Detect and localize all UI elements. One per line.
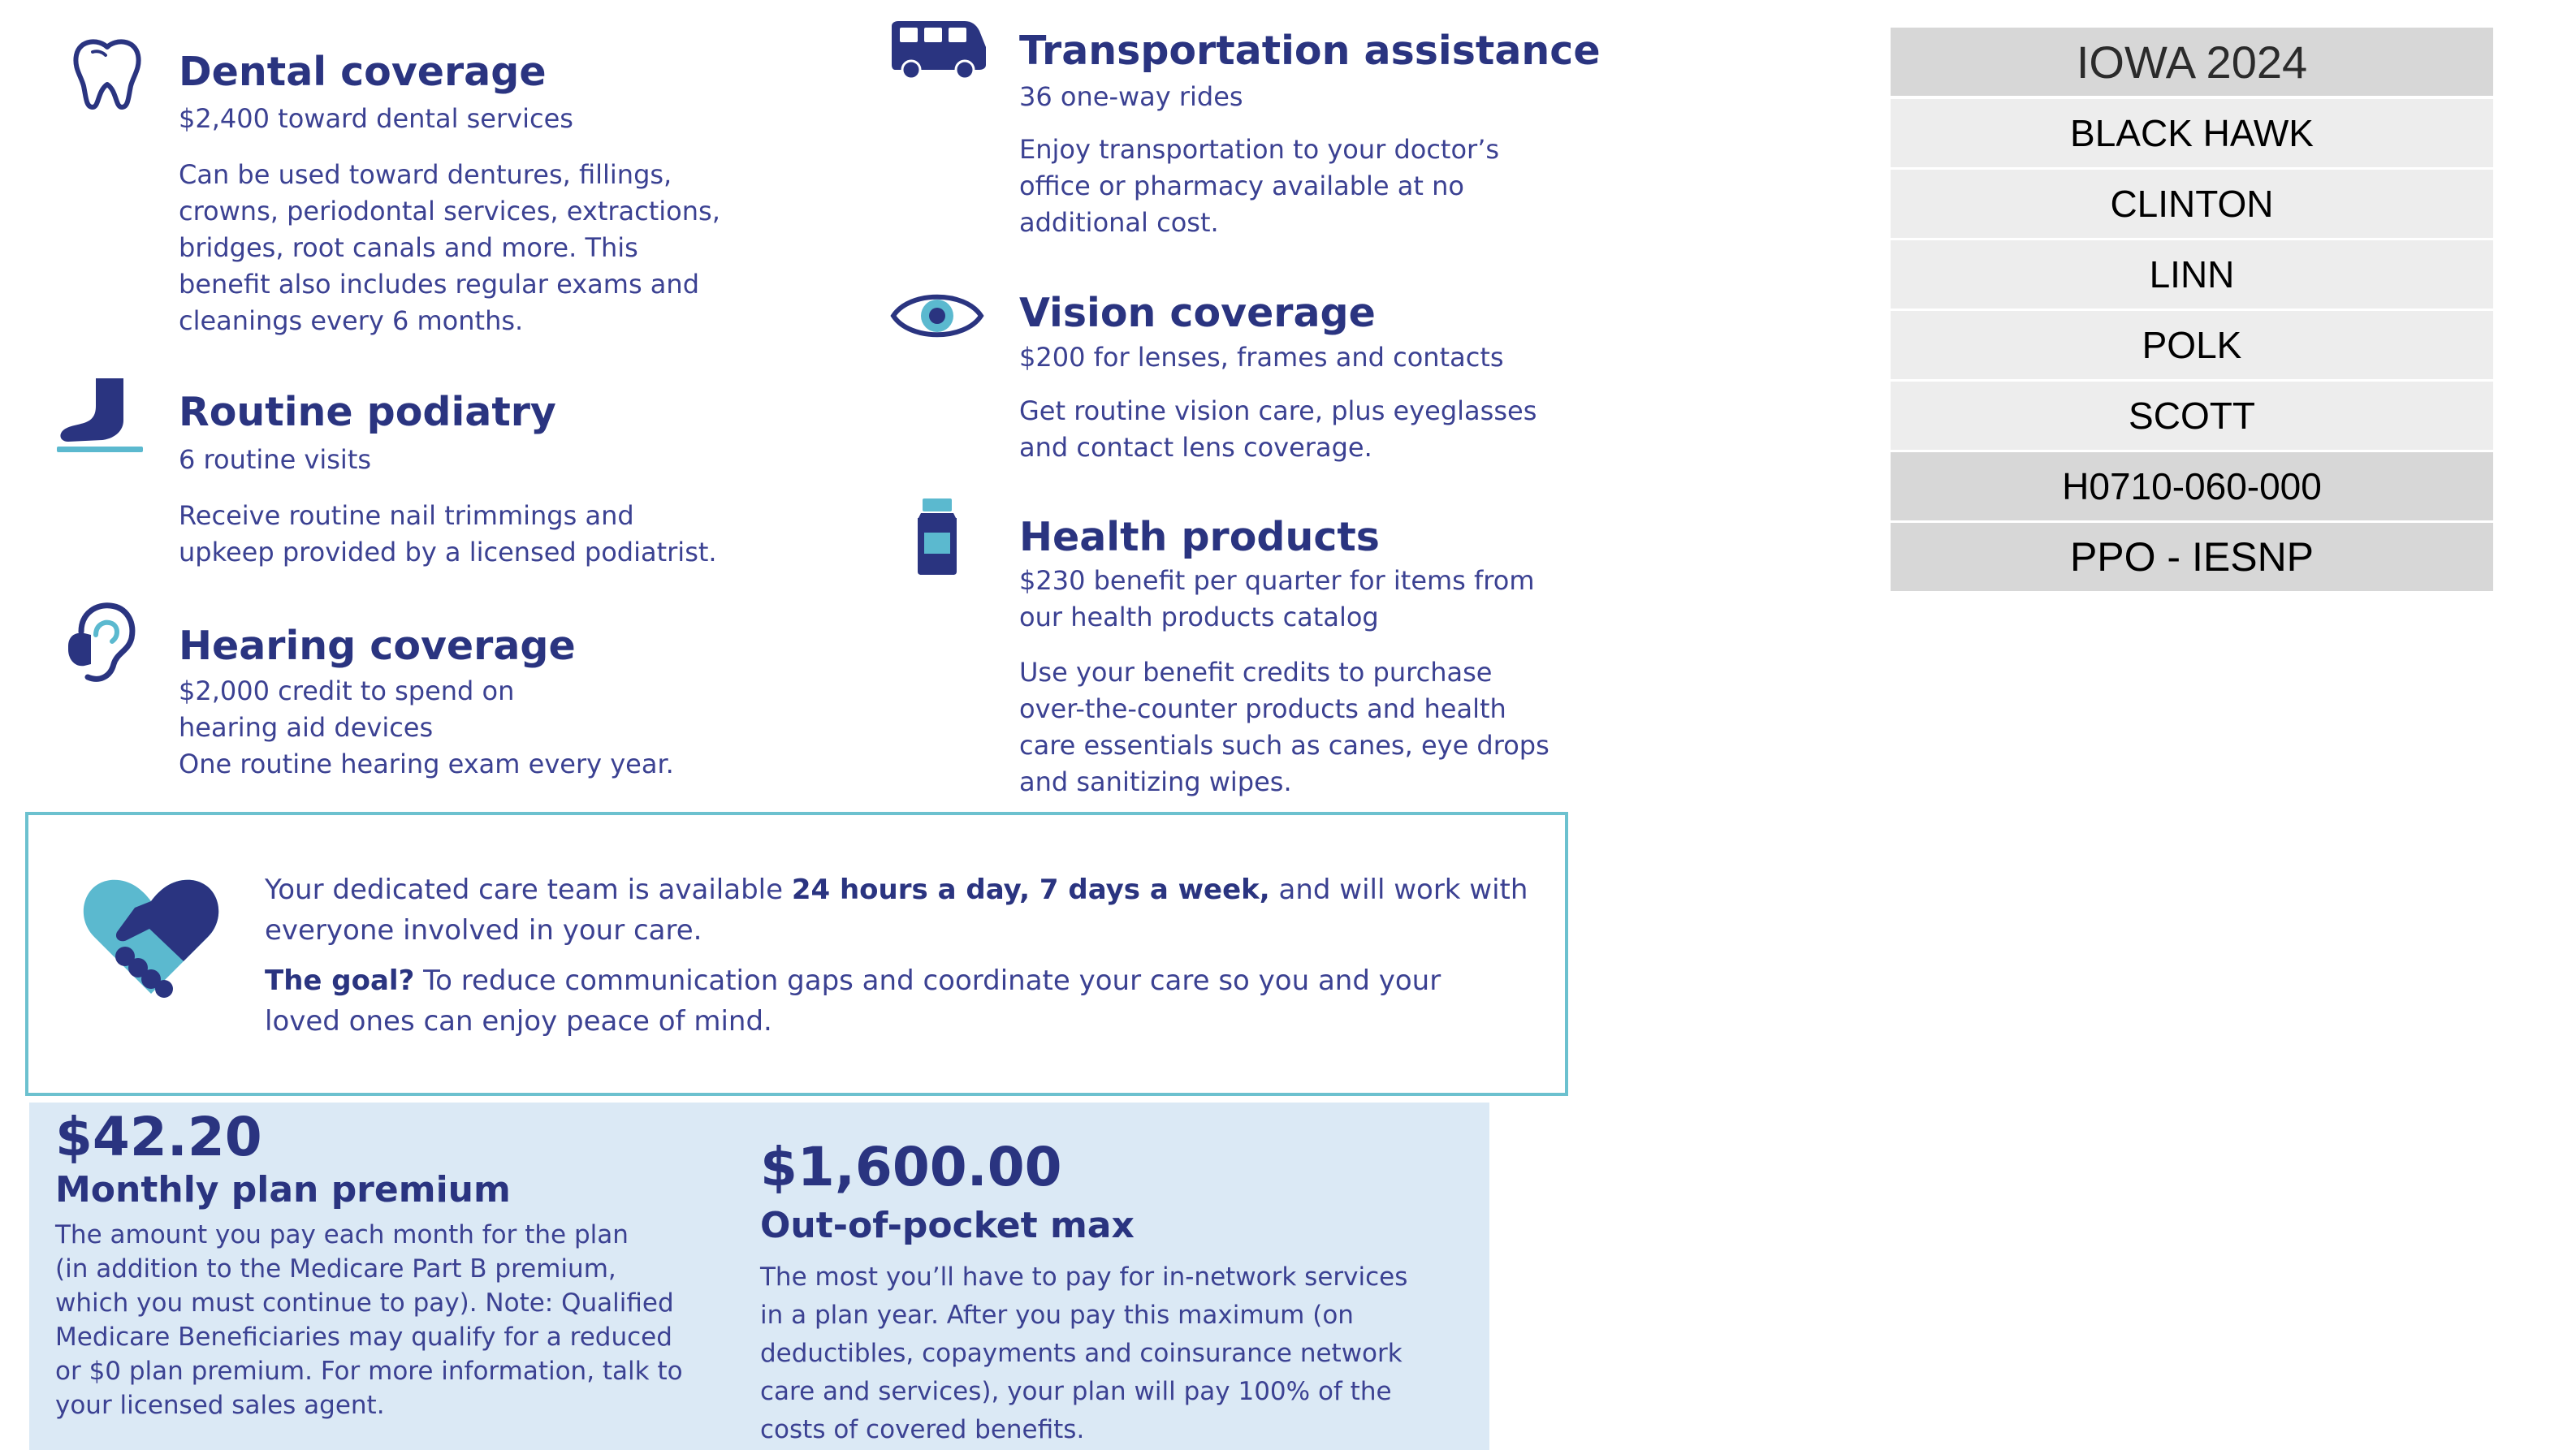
hearing-title: Hearing coverage	[179, 623, 576, 669]
eye-icon	[890, 284, 984, 347]
transportation-description-line: office or pharmacy available at no	[1019, 170, 1464, 201]
plan-table-header: IOWA 2024	[1891, 28, 2493, 96]
care-team-text-part: and will work with	[1269, 874, 1528, 906]
oop-amount: $1,600.00	[760, 1136, 1062, 1198]
health-products-description-line: and sanitizing wipes.	[1019, 766, 1292, 797]
premium-description	[55, 1218, 683, 1422]
vision-description-line: and contact lens coverage.	[1019, 432, 1372, 463]
care-team-line	[265, 870, 1528, 910]
dental-description-line: benefit also includes regular exams and	[179, 269, 699, 300]
premium-description-line: which you must continue to pay). Note: Qualified	[55, 1288, 674, 1318]
county-cell: POLK	[1891, 311, 2493, 379]
transportation-subtitle	[1019, 81, 1243, 112]
care-team-text-part: Your dedicated care team is available	[265, 874, 792, 906]
dental-description-line: cleanings every 6 months.	[179, 305, 524, 336]
plan-id-cell: H0710-060-000	[1891, 452, 2493, 520]
ear-icon	[63, 599, 138, 687]
dental-description-line: crowns, periodontal services, extractions,	[179, 196, 720, 227]
podiatry-description-line: upkeep provided by a licensed podiatrist.	[179, 537, 717, 567]
hearing-details	[179, 673, 674, 783]
hearing-details-line: One routine hearing exam every year.	[179, 749, 674, 779]
tooth-icon	[68, 34, 146, 112]
premium-amount: $42.20	[55, 1106, 262, 1168]
oop-description-line: in a plan year. After you pay this maximum (on	[760, 1301, 1354, 1330]
oop-description	[760, 1258, 1407, 1449]
podiatry-title: Routine podiatry	[179, 389, 556, 435]
dental-subtitle	[179, 103, 573, 134]
heart-handshake-icon	[78, 872, 224, 1002]
premium-title: Monthly plan premium	[55, 1169, 511, 1210]
premium-description-line: The amount you pay each month for the plan	[55, 1220, 629, 1249]
health-products-description	[1019, 654, 1549, 801]
county-cell: SCOTT	[1891, 382, 2493, 450]
hearing-details-line: $2,000 credit to spend on	[179, 675, 515, 706]
care-team-goal-label: The goal?	[265, 965, 415, 997]
health-products-description-line: care essentials such as canes, eye drops	[1019, 730, 1549, 761]
oop-description-line: costs of covered benefits.	[760, 1415, 1085, 1444]
dental-description-line: bridges, root canals and more. This	[179, 232, 638, 263]
podiatry-subtitle-line: 6 routine visits	[179, 444, 372, 475]
care-team-line: loved ones can enjoy peace of mind.	[265, 1005, 772, 1038]
transportation-description	[1019, 132, 1499, 241]
transportation-description-line: Enjoy transportation to your doctor’s	[1019, 134, 1500, 165]
health-products-subtitle-line: our health products catalog	[1019, 602, 1379, 632]
premium-description-line: or $0 plan premium. For more information, talk to	[55, 1357, 683, 1386]
dental-description	[179, 157, 720, 339]
county-cell: LINN	[1891, 240, 2493, 309]
podiatry-description-line: Receive routine nail trimmings and	[179, 500, 634, 531]
premium-description-line: (in addition to the Medicare Part B premium,	[55, 1254, 616, 1284]
care-team-text-part: To reduce communication gaps and coordinate your care so you and your	[414, 965, 1441, 997]
dental-subtitle-line: $2,400 toward dental services	[179, 103, 573, 134]
podiatry-subtitle	[179, 444, 372, 475]
oop-description-line: care and services), your plan will pay 100% of the	[760, 1377, 1392, 1406]
vision-description-line: Get routine vision care, plus eyeglasses	[1019, 395, 1537, 426]
premium-description-line: your licensed sales agent.	[55, 1391, 385, 1420]
health-products-subtitle-line: $230 benefit per quarter for items from	[1019, 565, 1535, 596]
vision-description	[1019, 393, 1537, 466]
plan-type-cell: PPO - IESNP	[1891, 523, 2493, 591]
dental-title: Dental coverage	[179, 49, 547, 95]
county-cell: BLACK HAWK	[1891, 99, 2493, 167]
oop-description-line: deductibles, copayments and coinsurance network	[760, 1339, 1403, 1368]
dental-description-line: Can be used toward dentures, fillings,	[179, 159, 672, 190]
care-team-line: everyone involved in your care.	[265, 914, 702, 947]
care-team-goal-line	[265, 960, 1528, 1001]
care-team-emphasis: 24 hours a day, 7 days a week,	[791, 874, 1270, 906]
health-products-description-line: over-the-counter products and health	[1019, 693, 1506, 724]
transportation-description-line: additional cost.	[1019, 207, 1219, 238]
transportation-title: Transportation assistance	[1019, 28, 1601, 74]
care-team-text	[265, 870, 1528, 1042]
hearing-details-line: hearing aid devices	[179, 712, 434, 743]
vision-title: Vision coverage	[1019, 290, 1376, 336]
county-cell: CLINTON	[1891, 170, 2493, 238]
health-products-description-line: Use your benefit credits to purchase	[1019, 657, 1493, 688]
vision-subtitle-line: $200 for lenses, frames and contacts	[1019, 342, 1504, 373]
premium-description-line: Medicare Beneficiaries may qualify for a reduced	[55, 1323, 672, 1352]
oop-description-line: The most you’ll have to pay for in-network services	[760, 1262, 1408, 1292]
transportation-subtitle-line: 36 one-way rides	[1019, 81, 1243, 112]
vision-subtitle	[1019, 342, 1504, 373]
health-products-title: Health products	[1019, 514, 1380, 560]
medicine-bottle-icon	[913, 495, 962, 576]
health-products-subtitle	[1019, 563, 1534, 636]
podiatry-description	[179, 498, 717, 571]
oop-title: Out-of-pocket max	[760, 1205, 1135, 1246]
foot-icon	[54, 373, 148, 455]
van-icon	[887, 18, 989, 80]
